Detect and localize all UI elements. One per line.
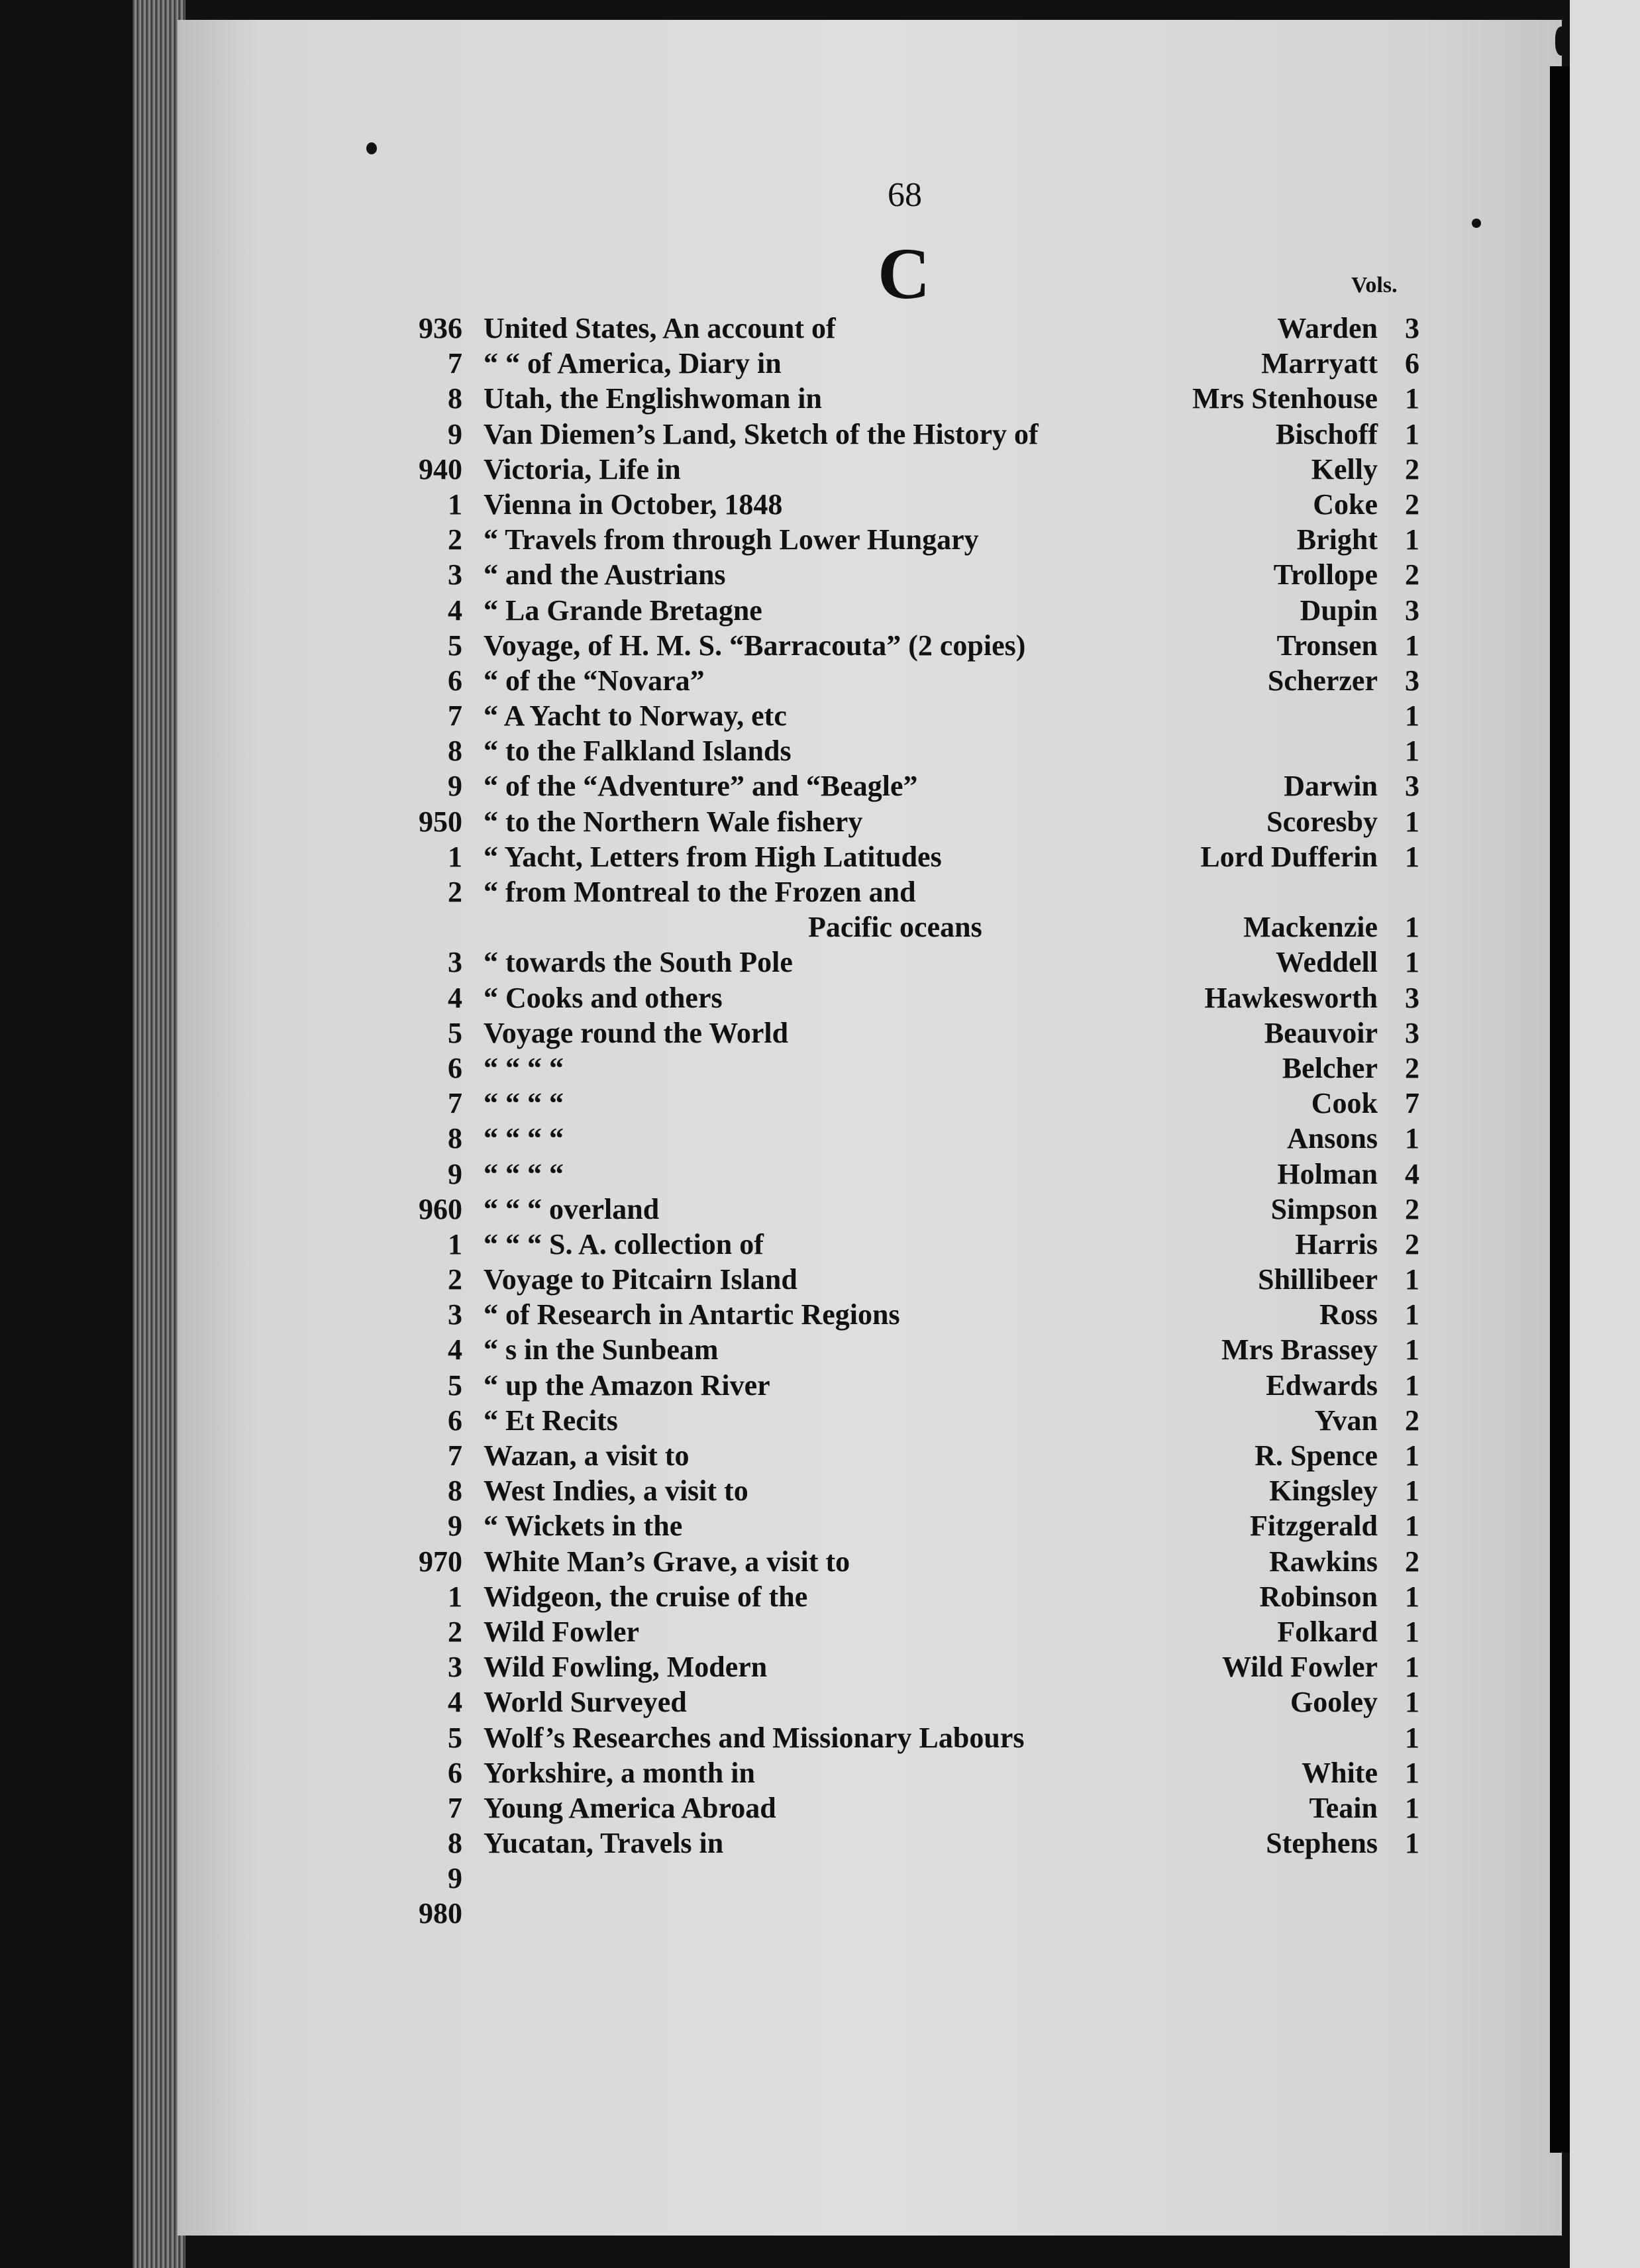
entry-volumes: 1: [1405, 1791, 1419, 1824]
entry-number: 7: [448, 1087, 462, 1120]
entry-number: 1: [448, 1227, 462, 1261]
entry-author: Ansons: [1287, 1122, 1378, 1155]
catalog-entry: [371, 1439, 1431, 1474]
entry-author: Robinson: [1259, 1580, 1378, 1613]
entry-number: 3: [448, 1298, 462, 1331]
entry-volumes: 1: [1405, 1651, 1419, 1684]
entry-author: Marryatt: [1261, 347, 1378, 380]
entry-number: 6: [448, 1404, 462, 1437]
catalog-entry: [371, 593, 1431, 629]
entry-title: “ Cooks and others: [484, 981, 723, 1014]
catalog-entry: [371, 1157, 1431, 1192]
entry-volumes: 1: [1405, 1510, 1419, 1543]
entry-title: “ to the Northern Wale fishery: [484, 805, 863, 838]
entry-author: Stephens: [1266, 1827, 1378, 1860]
entry-number: 9: [448, 1157, 462, 1190]
entry-title: Voyage, of H. M. S. “Barracouta” (2 copies): [484, 629, 1026, 662]
entry-title: “ “ “ overland: [484, 1192, 660, 1225]
entry-title: “ s in the Sunbeam: [484, 1333, 719, 1366]
entry-number: 8: [448, 1827, 462, 1860]
entry-title: “ towards the South Pole: [484, 946, 793, 979]
catalog-entry: [371, 1016, 1431, 1051]
catalog-entry: [371, 1086, 1431, 1121]
entry-number: 9: [448, 1862, 462, 1895]
entry-volumes: 1: [1405, 1686, 1419, 1719]
catalog-entry: [371, 1227, 1431, 1263]
entry-number: 2: [448, 1263, 462, 1296]
catalog-entry: [371, 1368, 1431, 1404]
entry-number: 8: [448, 382, 462, 415]
entry-number: 1: [448, 488, 462, 521]
entry-volumes: 3: [1405, 664, 1419, 697]
entry-volumes: 1: [1405, 1439, 1419, 1472]
entry-volumes: 1: [1405, 1580, 1419, 1613]
catalog-entry: [371, 1404, 1431, 1439]
entry-title: “ of the “Adventure” and “Beagle”: [484, 770, 918, 803]
entry-title: “ of Research in Antartic Regions: [484, 1298, 900, 1331]
entry-title: Victoria, Life in: [484, 452, 681, 486]
entry-title: “ “ “ S. A. collection of: [484, 1227, 764, 1261]
catalog-entry: [371, 417, 1431, 452]
entry-author: Kingsley: [1269, 1474, 1378, 1508]
catalog-entry: [371, 875, 1431, 910]
entry-title: “ of the “Novara”: [484, 664, 705, 697]
entry-number: 7: [448, 347, 462, 380]
entry-author: Fitzgerald: [1249, 1510, 1378, 1543]
entry-title: Voyage round the World: [484, 1016, 789, 1049]
catalog-entry: [371, 382, 1431, 417]
entry-author: Tronsen: [1276, 629, 1378, 662]
catalog-entry: [371, 1263, 1431, 1298]
entry-number: 1: [448, 840, 462, 873]
entry-volumes: 1: [1405, 1122, 1419, 1155]
entry-number: 8: [448, 1474, 462, 1508]
catalog-entry: [371, 805, 1431, 840]
entry-title: Utah, the Englishwoman in: [484, 382, 823, 415]
entry-title: “ and the Austrians: [484, 558, 726, 592]
entry-volumes: 1: [1405, 629, 1419, 662]
catalog-entry: [371, 1756, 1431, 1791]
entry-title: “ up the Amazon River: [484, 1368, 770, 1402]
entry-number: 1: [448, 1580, 462, 1613]
entry-author: Gooley: [1290, 1686, 1378, 1719]
entry-author: Bright: [1296, 523, 1378, 556]
entry-author: Trollope: [1273, 558, 1378, 592]
catalog-entry: [371, 1474, 1431, 1509]
entry-title: Widgeon, the cruise of the: [484, 1580, 808, 1613]
entry-author: Harris: [1295, 1227, 1378, 1261]
catalog-entry: [371, 769, 1431, 804]
entry-author: Beauvoir: [1264, 1016, 1378, 1049]
entry-author: Warden: [1277, 312, 1378, 344]
entry-author: Bischoff: [1276, 417, 1378, 450]
section-letter: C: [878, 233, 931, 314]
entry-number: 6: [448, 1051, 462, 1084]
catalog-entry: [371, 311, 1431, 346]
entry-volumes: 1: [1405, 805, 1419, 838]
entry-number: 5: [448, 1368, 462, 1402]
entry-author: Weddell: [1275, 946, 1378, 979]
entry-volumes: 1: [1405, 1263, 1419, 1296]
catalog-entry: [371, 840, 1431, 875]
entry-volumes: 3: [1405, 770, 1419, 803]
entry-volumes: 2: [1405, 558, 1419, 592]
entry-author: Teain: [1309, 1791, 1378, 1824]
catalog-entry: [371, 981, 1431, 1016]
page-gutter-shadow: [1550, 66, 1570, 2153]
catalog-entry: [371, 664, 1431, 699]
catalog-entry: [371, 452, 1431, 488]
entry-volumes: 1: [1405, 382, 1419, 415]
entry-volumes: 1: [1405, 1333, 1419, 1366]
entry-title: Wild Fowler: [484, 1615, 640, 1648]
entry-title: Yorkshire, a month in: [484, 1756, 755, 1789]
entry-author: Wild Fowler: [1221, 1651, 1378, 1684]
entry-title: “ A Yacht to Norway, etc: [484, 699, 787, 733]
entry-author: Shillibeer: [1258, 1263, 1378, 1296]
catalog-entry: [371, 1545, 1431, 1580]
entry-volumes: 1: [1405, 1827, 1419, 1860]
catalog-entry: [371, 523, 1431, 558]
entry-volumes: 1: [1405, 1474, 1419, 1508]
catalog-entry: [371, 1192, 1431, 1227]
entry-volumes: 1: [1405, 946, 1419, 979]
entry-number: 9: [448, 770, 462, 803]
facing-page-edge: [1570, 0, 1640, 2268]
entry-number: 7: [448, 1439, 462, 1472]
catalog-entry: [371, 1051, 1431, 1086]
entry-title: “ “ “ “: [484, 1087, 564, 1120]
catalog-entry-list: [371, 311, 1431, 1932]
entry-number: 4: [448, 1333, 462, 1366]
catalog-entry: [371, 945, 1431, 980]
catalog-entry: [371, 910, 1431, 945]
speck-mark: [1555, 26, 1570, 56]
entry-author: Folkard: [1277, 1615, 1378, 1648]
entry-volumes: 1: [1405, 735, 1419, 768]
entry-number: 3: [448, 558, 462, 592]
entry-volumes: 1: [1405, 417, 1419, 450]
vols-column-header: Vols.: [1351, 273, 1398, 297]
entry-title: “ La Grande Bretagne: [484, 593, 762, 627]
entry-number: 7: [448, 1791, 462, 1824]
entry-author: Simpson: [1270, 1192, 1378, 1225]
entry-volumes: 1: [1405, 911, 1419, 944]
entry-title: Wazan, a visit to: [484, 1439, 690, 1472]
entry-author: Cook: [1311, 1087, 1378, 1120]
entry-title: “ Wickets in the: [484, 1510, 683, 1543]
entry-title: United States, An account of: [484, 312, 836, 344]
entry-number: 2: [448, 876, 462, 908]
entry-volumes: 3: [1405, 593, 1419, 627]
catalog-entry: [371, 1615, 1431, 1650]
entry-author: Lord Dufferin: [1200, 840, 1378, 873]
speck-mark: [366, 142, 377, 154]
entry-author: Yvan: [1314, 1404, 1378, 1437]
entry-number: 940: [419, 452, 462, 486]
catalog-entry: [371, 1509, 1431, 1544]
entry-volumes: 1: [1405, 840, 1419, 873]
entry-author: Belcher: [1282, 1051, 1378, 1084]
catalog-entry: [371, 1791, 1431, 1826]
catalog-entry: [371, 1685, 1431, 1720]
entry-volumes: 4: [1405, 1157, 1419, 1190]
entry-volumes: 1: [1405, 1721, 1419, 1754]
entry-number: 5: [448, 1721, 462, 1754]
catalog-entry: [371, 1861, 1431, 1896]
entry-author: Ross: [1319, 1298, 1378, 1331]
entry-author: Mrs Brassey: [1221, 1333, 1378, 1366]
catalog-entry: [371, 488, 1431, 523]
catalog-entry: [371, 734, 1431, 769]
entry-title: Pacific oceans: [808, 911, 982, 944]
catalog-entry: [371, 629, 1431, 664]
entry-number: 4: [448, 981, 462, 1014]
entry-volumes: 1: [1405, 1615, 1419, 1648]
catalog-entry: [371, 1580, 1431, 1615]
entry-title: Wolf’s Researches and Missionary Labours: [484, 1721, 1025, 1754]
entry-volumes: 2: [1405, 488, 1419, 521]
entry-volumes: 3: [1405, 1016, 1419, 1049]
entry-author: Hawkesworth: [1204, 981, 1378, 1014]
entry-number: 9: [448, 417, 462, 450]
speck-mark: [1472, 219, 1481, 228]
entry-number: 980: [419, 1897, 462, 1930]
entry-volumes: 1: [1405, 1298, 1419, 1331]
entry-author: Rawkins: [1269, 1545, 1378, 1578]
entry-title: “ Travels from through Lower Hungary: [484, 523, 979, 556]
entry-title: “ Et Recits: [484, 1404, 618, 1437]
entry-volumes: 7: [1405, 1087, 1419, 1120]
entry-number: 9: [448, 1510, 462, 1543]
entry-number: 3: [448, 1651, 462, 1684]
catalog-entry: [371, 1298, 1431, 1333]
entry-title: Wild Fowling, Modern: [484, 1651, 768, 1684]
entry-volumes: 2: [1405, 1404, 1419, 1437]
entry-volumes: 3: [1405, 981, 1419, 1014]
entry-number: 4: [448, 1686, 462, 1719]
entry-number: 960: [419, 1192, 462, 1225]
entry-volumes: 2: [1405, 1545, 1419, 1578]
entry-number: 4: [448, 593, 462, 627]
entry-title: “ “ “ “: [484, 1051, 564, 1084]
entry-title: West Indies, a visit to: [484, 1474, 748, 1508]
catalog-entry: [371, 1896, 1431, 1932]
catalog-entry: [371, 1121, 1431, 1157]
catalog-entry: [371, 1721, 1431, 1756]
entry-number: 7: [448, 699, 462, 733]
entry-title: White Man’s Grave, a visit to: [484, 1545, 850, 1578]
entry-title: Voyage to Pitcairn Island: [484, 1263, 797, 1296]
entry-number: 2: [448, 523, 462, 556]
entry-author: Scoresby: [1266, 805, 1378, 838]
entry-number: 5: [448, 1016, 462, 1049]
entry-author: Dupin: [1300, 593, 1378, 627]
entry-author: Mrs Stenhouse: [1192, 382, 1378, 415]
entry-author: Holman: [1277, 1157, 1378, 1190]
entry-volumes: 2: [1405, 1051, 1419, 1084]
entry-number: 6: [448, 664, 462, 697]
entry-number: 936: [419, 312, 462, 344]
entry-volumes: 1: [1405, 1368, 1419, 1402]
entry-author: Kelly: [1311, 452, 1378, 486]
entry-author: Coke: [1313, 488, 1378, 521]
entry-author: Scherzer: [1267, 664, 1378, 697]
entry-title: Yucatan, Travels in: [484, 1827, 724, 1860]
entry-number: 2: [448, 1615, 462, 1648]
entry-number: 5: [448, 629, 462, 662]
catalog-entry: [371, 1826, 1431, 1861]
entry-number: 6: [448, 1756, 462, 1789]
entry-title: “ “ of America, Diary in: [484, 347, 782, 380]
entry-title: “ “ “ “: [484, 1157, 564, 1190]
catalog-entry: [371, 558, 1431, 593]
entry-author: Darwin: [1284, 770, 1378, 803]
entry-author: Edwards: [1266, 1368, 1378, 1402]
entry-title: “ Yacht, Letters from High Latitudes: [484, 840, 942, 873]
entry-volumes: 1: [1405, 523, 1419, 556]
entry-number: 970: [419, 1545, 462, 1578]
entry-volumes: 1: [1405, 1756, 1419, 1789]
catalog-entry: [371, 699, 1431, 734]
entry-title: Vienna in October, 1848: [484, 488, 783, 521]
entry-number: 8: [448, 735, 462, 768]
entry-title: World Surveyed: [484, 1686, 687, 1719]
entry-author: White: [1302, 1756, 1378, 1789]
entry-number: 950: [419, 805, 462, 838]
entry-volumes: 2: [1405, 1227, 1419, 1261]
catalog-entry: [371, 1650, 1431, 1685]
entry-volumes: 3: [1405, 312, 1419, 344]
entry-volumes: 2: [1405, 1192, 1419, 1225]
entry-author: Mackenzie: [1243, 911, 1378, 944]
entry-number: 8: [448, 1122, 462, 1155]
entry-title: “ from Montreal to the Frozen and: [484, 876, 916, 908]
entry-volumes: 2: [1405, 452, 1419, 486]
catalog-entry: [371, 1333, 1431, 1368]
entry-title: “ “ “ “: [484, 1122, 564, 1155]
catalog-entry: [371, 346, 1431, 382]
entry-author: R. Spence: [1255, 1439, 1378, 1472]
entry-title: Young America Abroad: [484, 1791, 776, 1824]
entry-title: Van Diemen’s Land, Sketch of the History of: [484, 417, 1039, 450]
entry-title: “ to the Falkland Islands: [484, 735, 792, 768]
entry-volumes: 1: [1405, 699, 1419, 733]
page-number: 68: [888, 176, 922, 214]
entry-volumes: 6: [1405, 347, 1419, 380]
entry-number: 3: [448, 946, 462, 979]
